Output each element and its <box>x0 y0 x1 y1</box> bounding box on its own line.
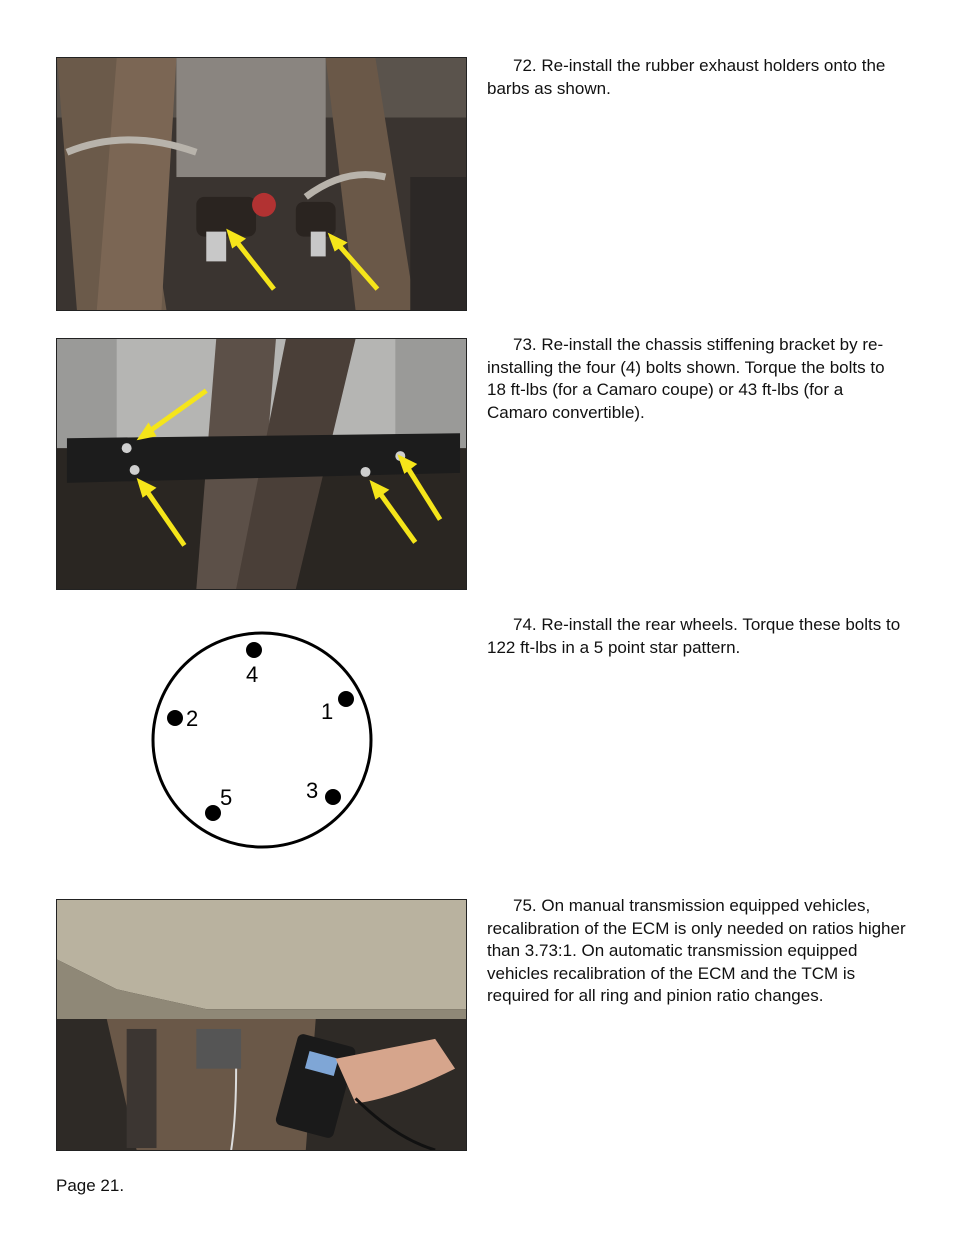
step-text: On manual transmission equipped vehicles, recalibration of the ECM is only needed on ratios higher than 3.73:1. On automatic transmission equipped vehicles recalibration of the ECM and the TCM is required for all ring and pinion ratio changes. <box>487 896 906 1005</box>
wheel-circle <box>153 633 371 847</box>
lug-hole <box>338 691 354 707</box>
step-number: 75. <box>513 896 537 915</box>
step-number: 72. <box>513 56 537 75</box>
step-75 <box>487 895 907 1008</box>
lug-label-5: 5 <box>220 785 233 810</box>
lug-hole <box>167 710 183 726</box>
step-number: 74. <box>513 615 537 634</box>
lug-hole <box>325 789 341 805</box>
step-text: Re-install the rear wheels. Torque these bolts to 122 ft-lbs in a 5 point star pattern. <box>487 615 901 657</box>
lug-label-4: 4 <box>246 662 259 687</box>
step-72 <box>487 55 907 100</box>
photo-chassis-bracket <box>56 338 467 590</box>
page-number: Page 21. <box>56 1176 125 1195</box>
step-text: Re-install the chassis stiffening bracket by re-installing the four (4) bolts shown. Torque the bolts to 18 ft-lbs (for a Camaro coupe) or 43 ft-lbs (for a Camaro convertible). <box>487 335 885 422</box>
step-73 <box>487 334 907 424</box>
lug-label-3: 3 <box>306 778 319 803</box>
photo-handheld-programmer <box>56 899 467 1151</box>
step-74 <box>487 614 907 659</box>
lug-hole <box>246 642 262 658</box>
step-text: Re-install the rubber exhaust holders onto the barbs as shown. <box>487 56 886 98</box>
lug-label-2: 2 <box>186 706 199 731</box>
lug-star-pattern-diagram <box>150 630 375 850</box>
lug-hole <box>205 805 221 821</box>
lug-label-1: 1 <box>321 699 334 724</box>
photo-exhaust-holders <box>56 57 467 311</box>
step-number: 73. <box>513 335 537 354</box>
